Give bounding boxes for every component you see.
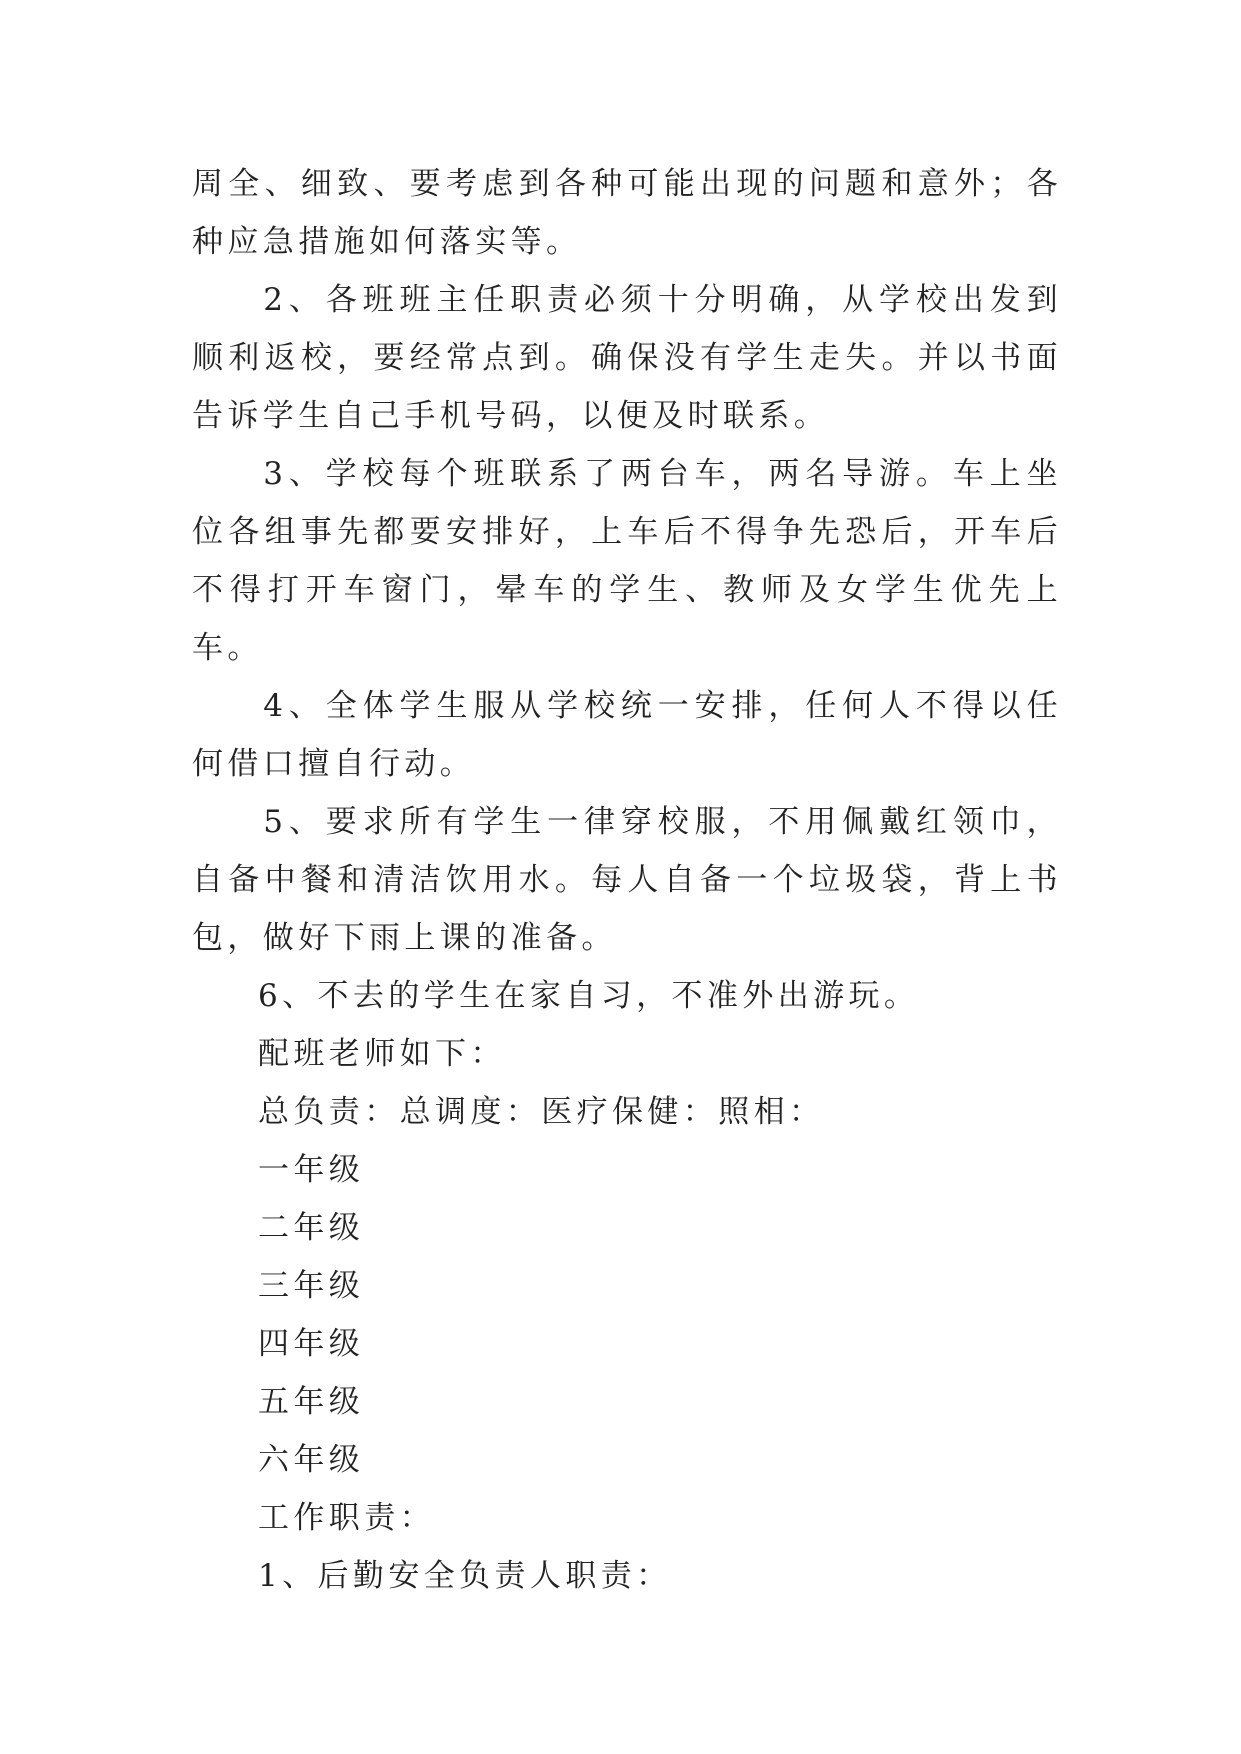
grade-4-line: 四年级 [258, 1326, 365, 1362]
duties-heading: 工作职责： [258, 1500, 435, 1536]
grade-2-line: 二年级 [258, 1210, 365, 1246]
teacher-assignment-heading: 配班老师如下： [258, 1036, 506, 1072]
grade-1-line: 一年级 [258, 1152, 365, 1188]
paragraph-continuation: 周全、细致、要考虑到各种可能出现的问题和意外；各种应急措施如何落实等。 [192, 166, 1062, 260]
duty-item-1: 1、后勤安全负责人职责： [258, 1558, 672, 1594]
paragraph-item-2: 2、各班班主任职责必须十分明确，从学校出发到顺利返校，要经常点到。确保没有学生走失。并以书面告诉学生自己手机号码，以便及时联系。 [192, 282, 1062, 434]
paragraph-item-4: 4、全体学生服从学校统一安排，任何人不得以任何借口擅自行动。 [192, 688, 1062, 782]
roles-line: 总负责：总调度：医疗保健：照相： [258, 1094, 825, 1130]
grade-3-line: 三年级 [258, 1268, 365, 1304]
document-body [192, 155, 1062, 1605]
paragraph-item-5: 5、要求所有学生一律穿校服，不用佩戴红领巾，自备中餐和清洁饮用水。每人自备一个垃圾袋，背上书包，做好下雨上课的准备。 [192, 804, 1062, 956]
paragraph-item-6: 6、不去的学生在家自习，不准外出游玩。 [258, 978, 920, 1014]
grade-6-line: 六年级 [258, 1442, 365, 1478]
grade-5-line: 五年级 [258, 1384, 365, 1420]
paragraph-item-3: 3、学校每个班联系了两台车，两名导游。车上坐位各组事先都要安排好，上车后不得争先恐后，开车后不得打开车窗门，晕车的学生、教师及女学生优先上车。 [192, 456, 1062, 666]
